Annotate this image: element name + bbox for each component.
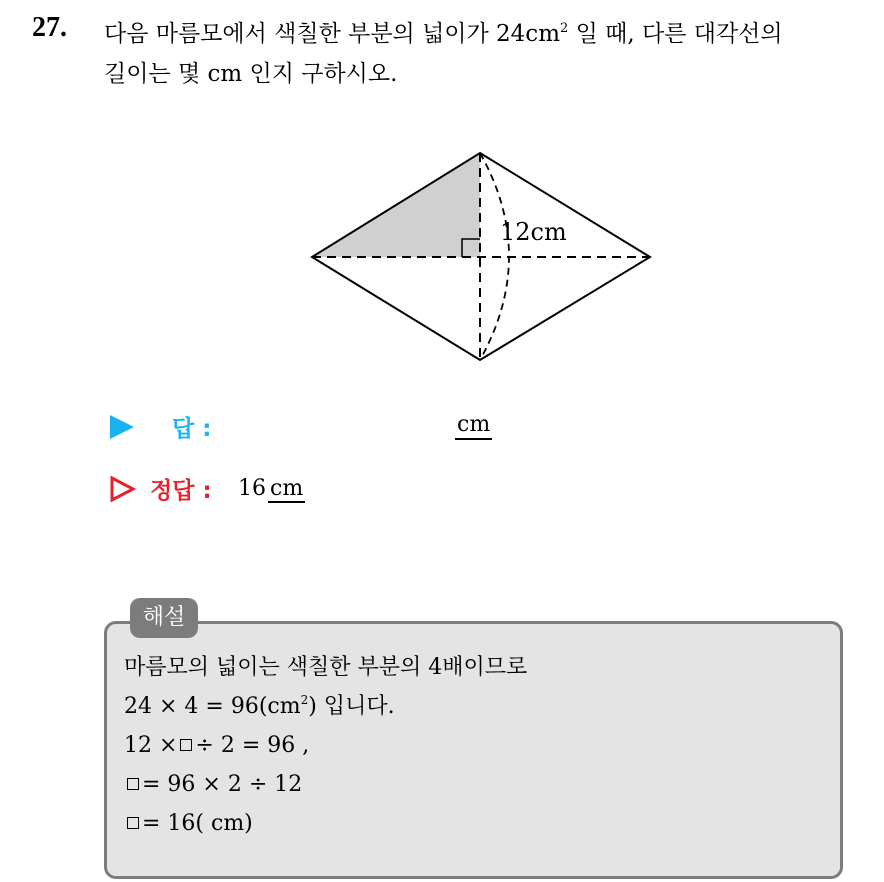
blank-square-icon <box>127 817 139 829</box>
answer-play-icon <box>110 415 134 439</box>
correct-answer-value-group <box>238 475 305 503</box>
blank-square-icon <box>127 778 139 790</box>
answer-row <box>110 408 560 448</box>
solution-lines <box>124 648 527 843</box>
answer-label: 답 : <box>172 416 212 442</box>
blank-square-icon <box>180 739 192 751</box>
question-line-2: 길이는 몇 cm 인지 구하시오. <box>104 61 398 87</box>
answer-unit: cm <box>455 412 492 440</box>
solution-line-4: = 96 × 2 ÷ 12 <box>124 765 527 804</box>
diagonal-length-label: 12cm <box>500 218 567 246</box>
question-number: 27. <box>32 12 67 43</box>
solution-line-3: 12 × ÷ 2 = 96 , <box>124 733 310 758</box>
correct-answer-unit: cm <box>270 476 304 501</box>
solution-line-2: $24 \times 4 = 96(cm^2)$ 입니다. <box>124 693 395 719</box>
correct-answer-label: 정답 : <box>150 478 212 504</box>
correct-answer-outline-triangle-icon <box>110 476 136 502</box>
question-line-1: 다음 마름모에서 색칠한 부분의 넓이가 $24cm^2$ 일 때, 다른 대각선의 <box>104 21 783 47</box>
correct-answer-value: 16 <box>238 476 266 501</box>
correct-answer-row <box>110 472 510 512</box>
solution-line-1: 마름모의 넓이는 색칠한 부분의 4배이므로 <box>124 655 528 680</box>
rhombus-figure <box>300 140 660 370</box>
question-text <box>104 14 874 94</box>
solution-line-5: = 16( cm) <box>124 804 527 843</box>
solution-tab: 해설 <box>130 598 198 638</box>
